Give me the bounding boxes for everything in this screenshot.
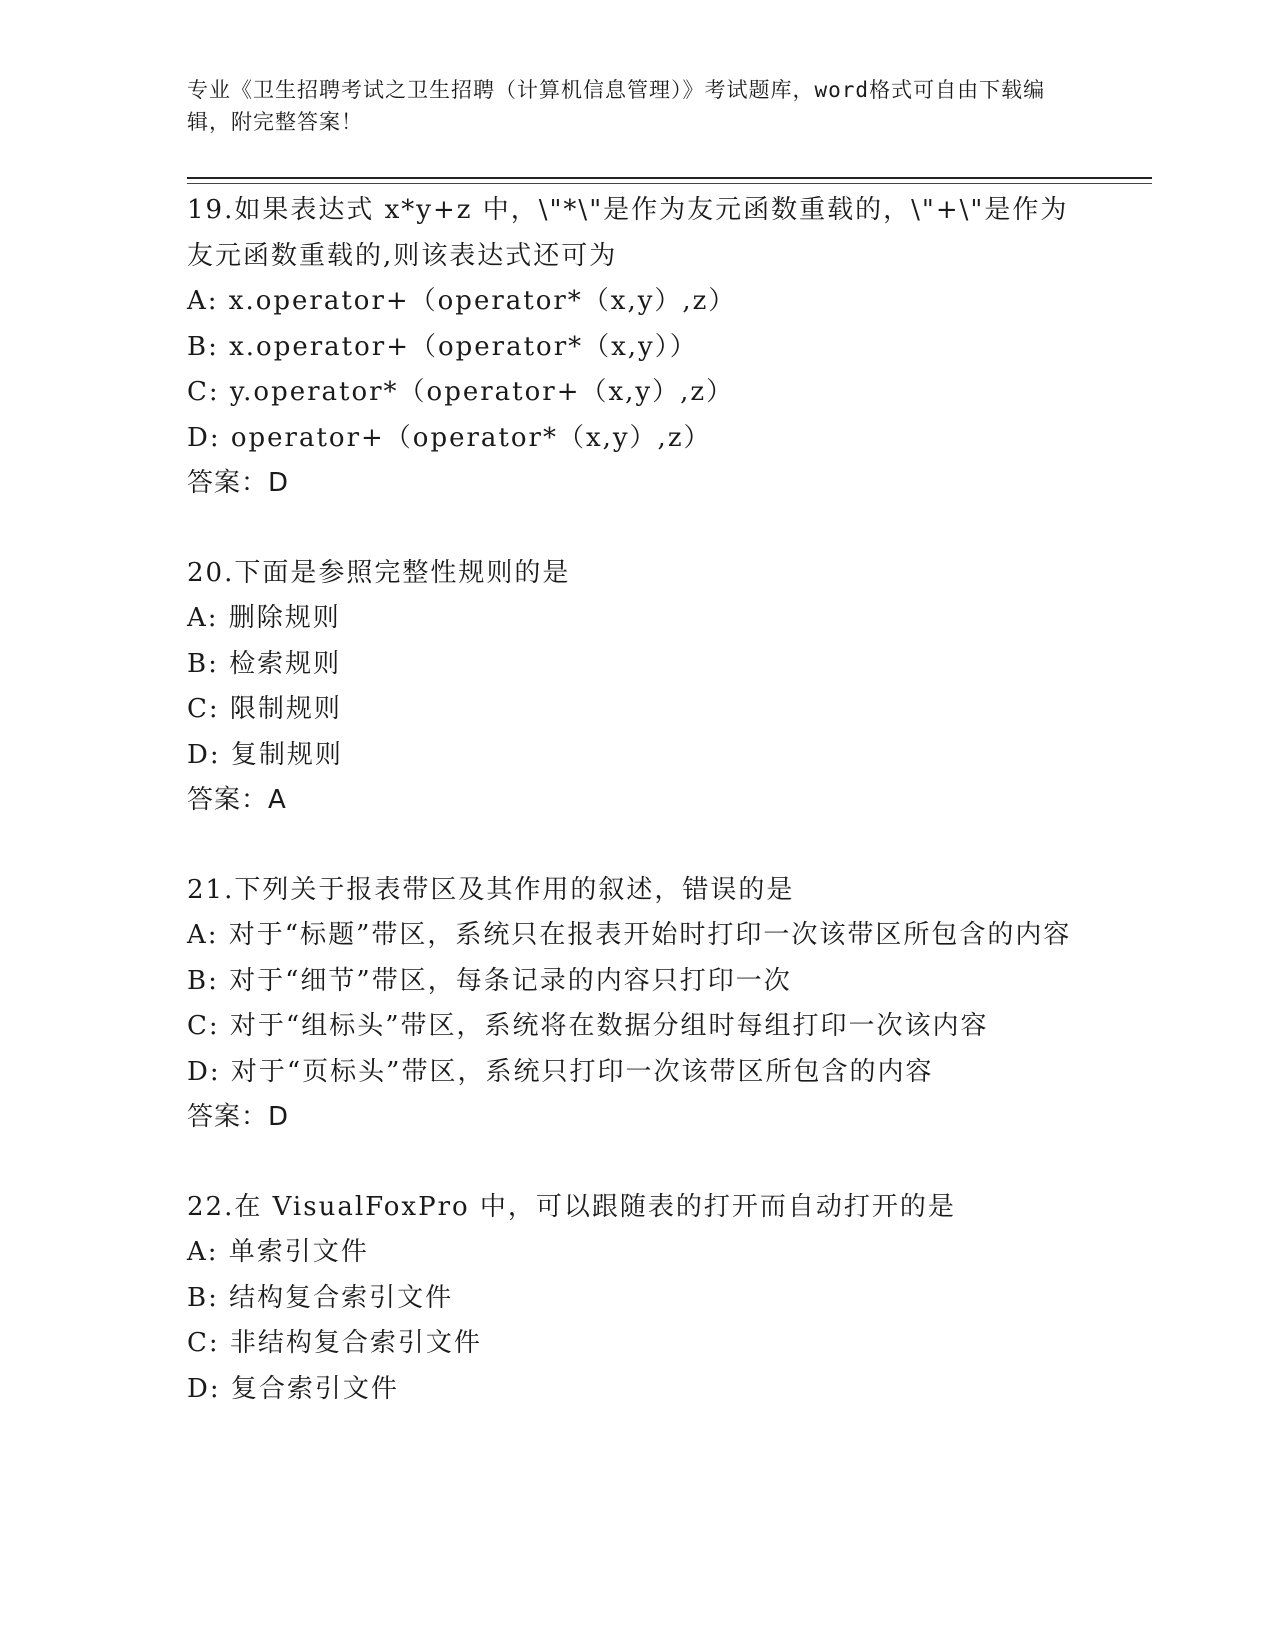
option-b: B: x.operator+（operator*（x,y））	[187, 331, 698, 362]
option-a: A: 单索引文件	[187, 1237, 369, 1267]
option-b: B: 检索规则	[187, 648, 342, 679]
option-d: D: operator+（operator*（x,y）,z）	[187, 422, 712, 453]
question-20	[187, 551, 1087, 824]
answer-label: 答案：A	[187, 785, 287, 815]
header-rule-thin	[187, 183, 1152, 184]
answer-label: 答案：D	[187, 468, 290, 498]
option-d: D: 复制规则	[187, 739, 343, 770]
option-c: C: 非结构复合索引文件	[187, 1328, 482, 1358]
question-stem: 20.下面是参照完整性规则的是	[187, 557, 571, 588]
option-a: A: x.operator+（operator*（x,y）,z）	[187, 286, 737, 316]
question-22	[187, 1185, 1087, 1413]
header-rule-thick	[187, 177, 1152, 179]
option-b: B: 结构复合索引文件	[187, 1282, 454, 1313]
option-b: B: 对于“细节”带区，每条记录的内容只打印一次	[187, 965, 792, 996]
question-stem: 22.在 VisualFoxPro 中，可以跟随表的打开而自动打开的是	[187, 1191, 956, 1222]
option-d: D: 复合索引文件	[187, 1373, 399, 1404]
option-a: A: 对于“标题”带区，系统只在报表开始时打印一次该带区所包含的内容	[187, 920, 1072, 950]
document-header: 专业《卫生招聘考试之卫生招聘（计算机信息管理）》考试题库，word格式可自由下载编辑，附完整答案！	[187, 78, 1046, 134]
question-stem: 19.如果表达式 x*y+z 中，\"*\"是作为友元函数重载的，\"+\"是作为友元函数重载的,则该表达式还可为	[187, 195, 1069, 271]
option-d: D: 对于“页标头”带区，系统只打印一次该带区所包含的内容	[187, 1056, 934, 1087]
option-c: C: y.operator*（operator+（x,y）,z）	[187, 377, 735, 407]
option-c: C: 限制规则	[187, 694, 342, 724]
question-list	[187, 188, 1087, 1456]
question-21	[187, 868, 1087, 1141]
question-stem: 21.下列关于报表带区及其作用的叙述，错误的是	[187, 874, 795, 905]
answer-label: 答案：D	[187, 1102, 290, 1132]
question-19	[187, 188, 1087, 507]
option-a: A: 删除规则	[187, 603, 341, 633]
option-c: C: 对于“组标头”带区，系统将在数据分组时每组打印一次该内容	[187, 1011, 989, 1041]
